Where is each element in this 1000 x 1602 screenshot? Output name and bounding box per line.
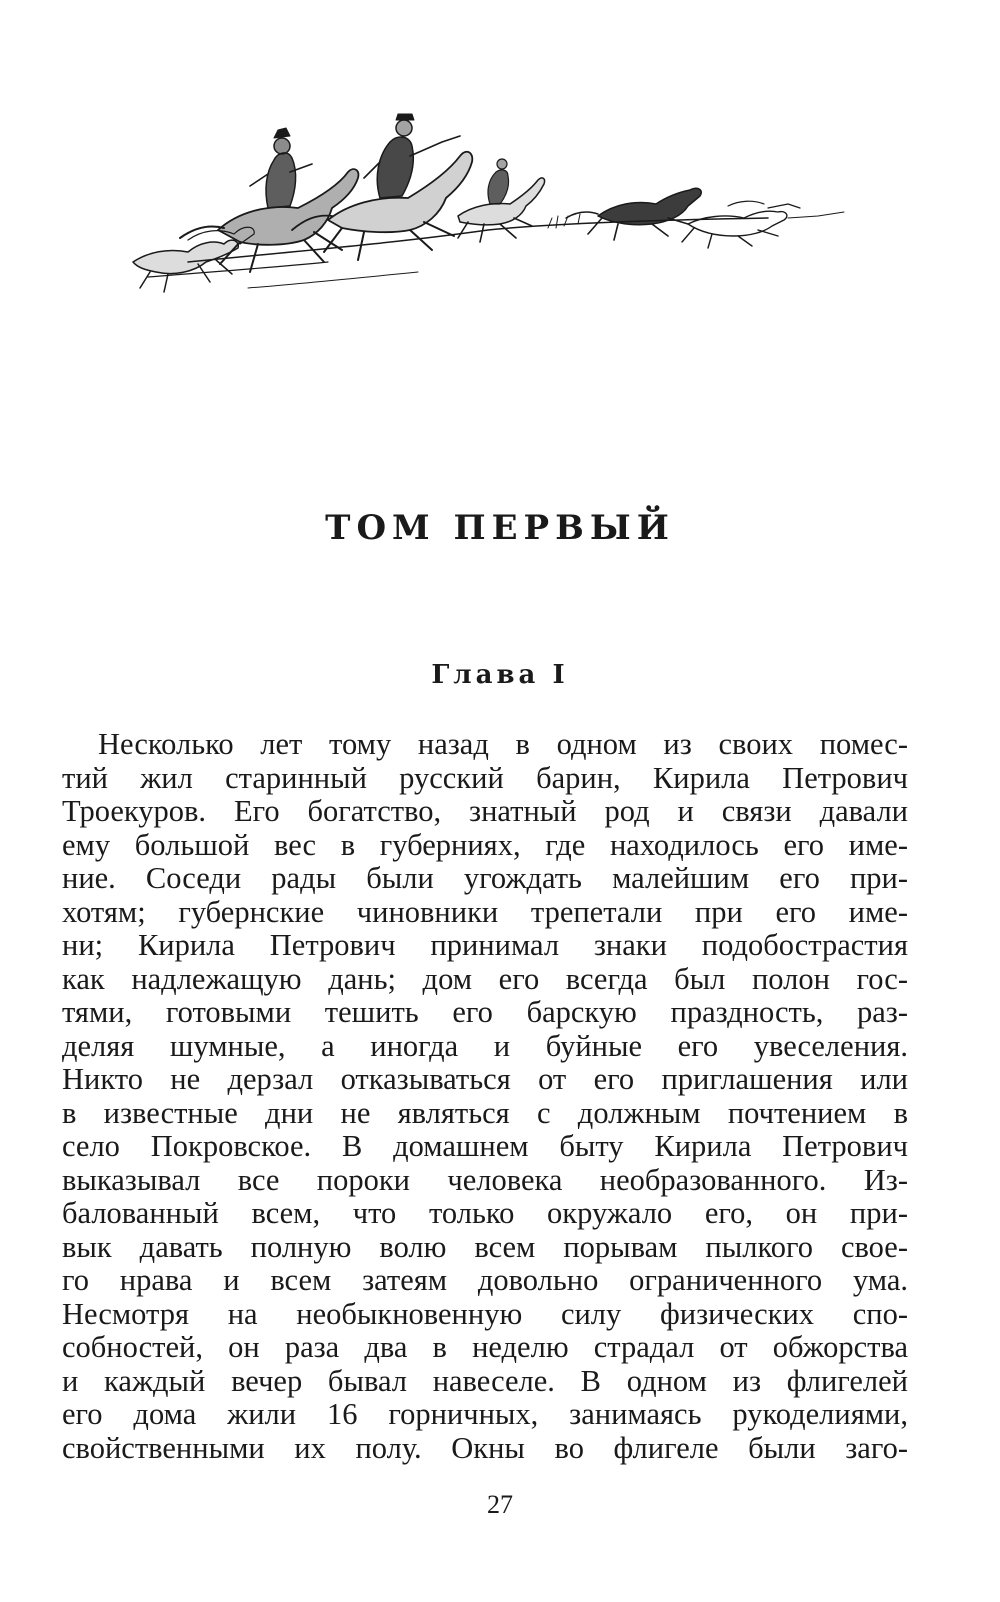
text-line: тий жил старинный русский барин, Кирила Петрович xyxy=(62,760,908,795)
text-line: балованный всем, что только окружало его, он при- xyxy=(62,1196,908,1230)
page-number: 27 xyxy=(487,1490,513,1519)
text-line: в известные дни не являться с должным почтением в xyxy=(62,1095,908,1130)
text-line: Троекуров. Его богатство, знатный род и связи давали xyxy=(62,794,908,828)
chapter-paragraph xyxy=(62,728,908,1465)
text-line: Несмотря на необыкновенную силу физических спо- xyxy=(62,1296,908,1331)
text-line: как надлежащую дань; дом его всегда был полон гос- xyxy=(62,961,908,996)
hunting-scene-illustration xyxy=(128,112,858,302)
text-line: го нрава и всем затеям довольно ограниченного ума. xyxy=(62,1263,908,1297)
text-line: свойственными их полу. Окны во флигеле были заго- xyxy=(62,1430,908,1465)
text-line: село Покровское. В домашнем быту Кирила Петрович xyxy=(62,1129,908,1163)
text-line: Никто не дерзал отказываться от его приглашения или xyxy=(62,1062,908,1096)
chapter-title: Глава I xyxy=(431,660,569,690)
text-line: ние. Соседи рады были угождать малейшим его при- xyxy=(62,861,908,895)
text-line: вык давать полную волю всем порывам пылкого свое- xyxy=(62,1229,908,1264)
text-line: Несколько лет тому назад в одном из своих помес- xyxy=(98,727,908,761)
text-line: хотям; губернские чиновники трепетали при его име- xyxy=(62,894,908,929)
text-line: выказывал все пороки человека необразованного. Из- xyxy=(62,1162,908,1197)
text-line: собностей, он раза два в неделю страдал от обжорства xyxy=(62,1330,908,1364)
text-line: и каждый вечер бывал навеселе. В одном из флигелей xyxy=(62,1363,908,1398)
text-line: его дома жили 16 горничных, занимаясь рукоделиями, xyxy=(62,1397,908,1431)
volume-title: ТОМ ПЕРВЫЙ xyxy=(325,508,675,548)
text-line: деляя шумные, а иногда и буйные его увеселения. xyxy=(62,1028,908,1063)
text-line: ему большой вес в губерниях, где находилось его име- xyxy=(62,827,908,862)
text-line: тями, готовыми тешить его барскую праздность, раз- xyxy=(62,995,908,1029)
text-line: ни; Кирила Петрович принимал знаки подобострастия xyxy=(62,928,908,962)
